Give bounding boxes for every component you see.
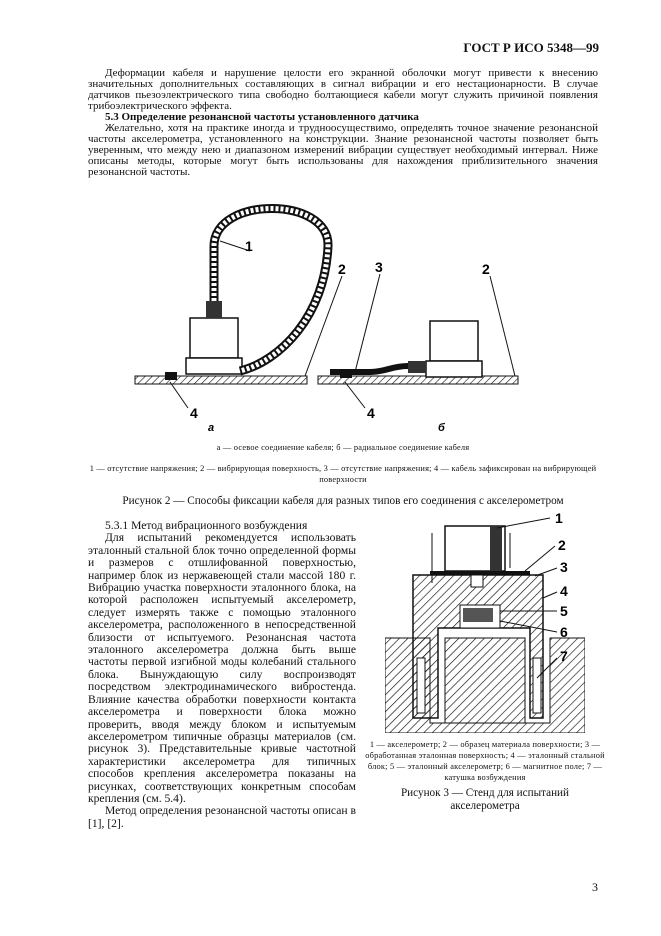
section-5-3-1-reference: Метод определения резонансной частоты описан в [1], [2]. — [88, 804, 356, 830]
fig3-label-2: 2 — [558, 537, 566, 553]
figure-3-legend: 1 — акселерометр; 2 — образец материала поверхности; 3 — обработанная эталонная поверхность; 4 — эталонный стальной блок; 5 — эталонный акселерометр; 6 — магнитное поле; 7 — катушка возбуждения — [365, 740, 605, 782]
intro-paragraph: Деформации кабеля и нарушение целости его экранной оболочки могут привести к внесению значительных дополнительных составляющих в сигнал вибрации и его нестационарности. В случае датчиков пьезоэлектрического типа свободно болтающиеся кабели могут служить причиной появления трибоэлектрического эффекта. — [88, 67, 598, 112]
document-id: ГОСТ Р ИСО 5348—99 — [463, 40, 599, 55]
fig3-label-4: 4 — [560, 583, 568, 599]
figure-2-caption: Рисунок 2 — Способы фиксации кабеля для разных типов его соединения с акселерометром — [122, 495, 564, 507]
right-column — [365, 508, 605, 813]
figure-3-caption: Рисунок 3 — Стенд для испытаний акселерометра — [400, 787, 570, 812]
fig2b-label-3: 3 — [375, 259, 383, 275]
figure-2-legend: 1 — отсутствие напряжения; 2 — вибрирующая поверхность, 3 — отсутствие напряжения; 4 — кабель зафиксирован на вибрирующей поверхности — [89, 464, 597, 484]
fig3-label-6: 6 — [560, 624, 568, 640]
fig3-label-5: 5 — [560, 603, 568, 619]
top-section — [88, 68, 598, 507]
section-5-3-text: Желательно, хотя на практике иногда и трудноосуществимо, определять точное значение резонансной частоты акселерометра, установленного на конструкции. Знание резонансной частоты позволяет быть уверенным, что между нею и диапазоном измерений вибрации существует необходимый интервал. Ниже описаны методы, которые могут быть использованы для нахождения приблизительного значения резонансной частоты. — [88, 122, 598, 178]
fig2b-label-4: 4 — [367, 405, 375, 421]
section-heading-5-3: 5.3 Определение резонансной частоты установленного датчика — [105, 111, 419, 123]
left-column — [88, 520, 356, 830]
page-number: 3 — [592, 880, 598, 894]
fig3-label-7: 7 — [560, 648, 568, 664]
figure-2-drawing — [130, 186, 530, 436]
fig2-sub-b: б — [438, 422, 445, 434]
fig3-label-3: 3 — [560, 559, 568, 575]
figure-2-sub-legend: а — осевое соединение кабеля; б — радиальное соединение кабеля — [216, 443, 470, 452]
section-5-3-1-text: Для испытаний рекомендуется использовать эталонный стальной блок точно определенной формы и размеров с отшлифованной поверхностью, например блок из нержавеющей стали массой 180 г. Вибрацию участка поверхности эталонного блока, на которой расположен испытуемый акселерометр, следует измерять также с помощью эталонного акселерометра, расположенного в непосредственной близости от испытуемого. Резонансная частота эталонного акселерометра должна быть выше частоты первой изгибной моды колебаний стального блока. Вынуждающую силу воспроизводят посредством электродинамического вибростенда. Влияние качества обработки поверхности контакта акселерометра и поверхности блока можно проверить, вводя между блоком и испытуемым акселерометром типичные образцы материалов (см. рисунок 3). Представительные кривые частотной характеристики акселерометра для типичных способов крепления акселерометра показаны на рисунках, соответствующих конкретным способам крепления (см. 5.4). — [88, 531, 356, 805]
figure-3-drawing — [385, 508, 585, 733]
fig2a-label-2: 2 — [338, 261, 346, 277]
section-heading-5-3-1: 5.3.1 Метод вибрационного возбуждения — [105, 519, 308, 532]
fig2-sub-a: а — [208, 422, 215, 434]
fig2b-label-2: 2 — [482, 261, 490, 277]
fig2a-label-4: 4 — [190, 405, 198, 421]
fig2a-label-1: 1 — [245, 238, 253, 254]
fig3-label-1: 1 — [555, 510, 563, 526]
